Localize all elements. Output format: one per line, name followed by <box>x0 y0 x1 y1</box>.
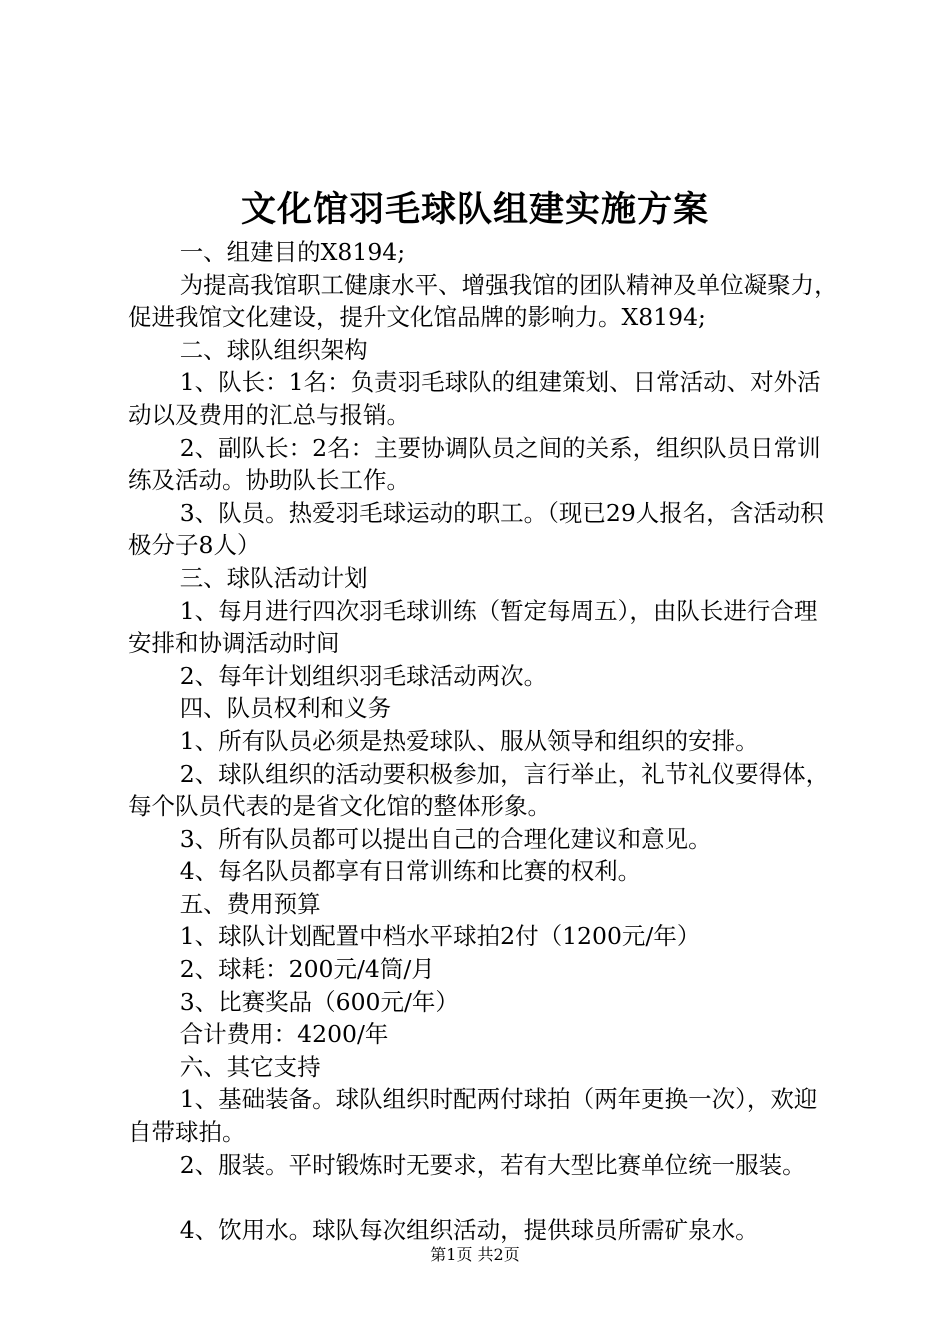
document-title: 文化馆羽毛球队组建实施方案 <box>240 189 709 230</box>
paragraph-budget-prizes: 3、比赛奖品（600元/年） <box>179 987 459 1016</box>
paragraph-annual-events: 2、每年计划组织羽毛球活动两次。 <box>179 661 548 690</box>
paragraph-rights-4: 4、每名队员都享有日常训练和比赛的权利。 <box>179 857 642 886</box>
document-body <box>128 236 838 1246</box>
section-heading-rights: 四、队员权利和义务 <box>179 694 392 723</box>
paragraph-support-equipment: 1、基础装备。球队组织时配两付球拍（两年更换一次），欢迎自带球拍。 <box>128 1085 818 1147</box>
paragraph-support-water: 4、饮用水。球队每次组织活动，提供球员所需矿泉水。 <box>179 1215 759 1244</box>
paragraph-budget-shuttles: 2、球耗：200元/4筒/月 <box>179 955 435 984</box>
paragraph-members: 3、队员。热爱羽毛球运动的职工。（现已29人报名，含活动积极分子8人） <box>128 498 824 560</box>
paragraph-captain: 1、队长：1名：负责羽毛球队的组建策划、日常活动、对外活动以及费用的汇总与报销。 <box>128 368 821 429</box>
section-heading-structure: 二、球队组织架构 <box>179 335 368 364</box>
paragraph-rights-3: 3、所有队员都可以提出自己的合理化建议和意见。 <box>179 824 712 853</box>
blank-line <box>128 1181 838 1214</box>
paragraph-budget-total: 合计费用：4200/年 <box>179 1020 389 1049</box>
section-heading-budget: 五、费用预算 <box>179 889 321 918</box>
paragraph-budget-rackets: 1、球队计划配置中档水平球拍2付（1200元/年） <box>179 922 701 951</box>
section-heading-purpose: 一、组建目的X8194; <box>179 238 406 266</box>
paragraph-rights-1: 1、所有队员必须是热爱球队、服从领导和组织的安排。 <box>179 726 759 755</box>
paragraph-vice-captain: 2、副队长：2名：主要协调队员之间的关系，组织队员日常训练及活动。协助队长工作。 <box>128 433 821 495</box>
paragraph-support-clothing: 2、服装。平时锻炼时无要求，若有大型比赛单位统一服装。 <box>179 1150 806 1179</box>
paragraph-rights-2: 2、球队组织的活动要积极参加，言行举止，礼节礼仪要得体，每个队员代表的是省文化馆的整体形象。 <box>128 759 830 821</box>
paragraph-training: 1、每月进行四次羽毛球训练（暂定每周五），由队长进行合理安排和协调活动时间 <box>128 596 818 658</box>
page-footer: 第1页 共2页 <box>430 1245 520 1264</box>
section-heading-activity-plan: 三、球队活动计划 <box>179 563 368 592</box>
paragraph-purpose: 为提高我馆职工健康水平、增强我馆的团队精神及单位凝聚力，促进我馆文化建设，提升文化馆品牌的影响力。X8194; <box>128 270 838 332</box>
section-heading-support: 六、其它支持 <box>179 1052 321 1081</box>
